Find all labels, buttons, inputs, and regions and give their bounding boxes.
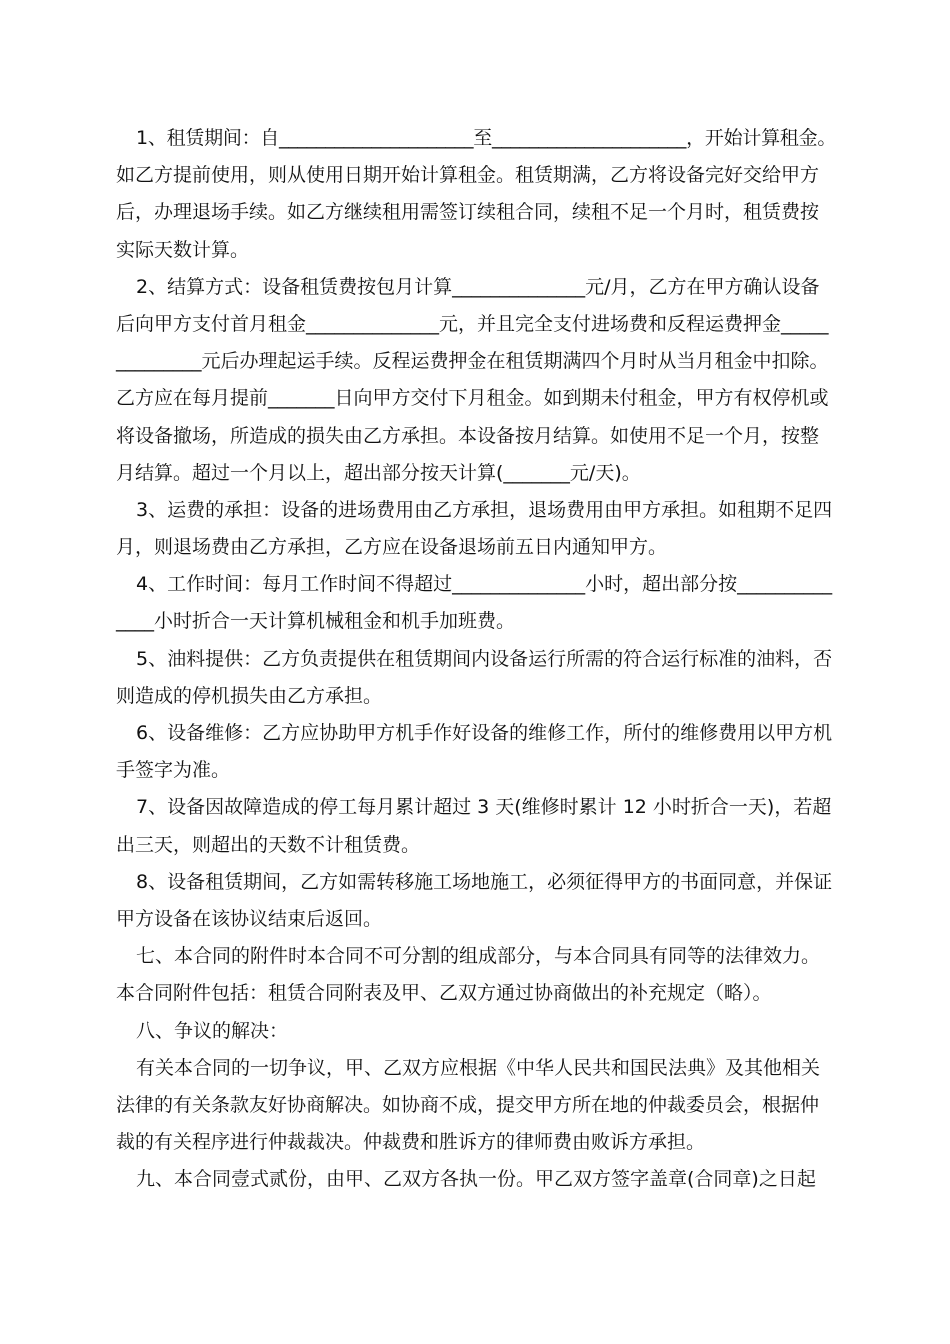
text-line: 8、设备租赁期间，乙方如需转移施工场地施工，必须征得甲方的书面同意，并保证: [136, 870, 833, 893]
text-line: 2、结算方式：设备租赁费按包月计算______________元/月，乙方在甲方确认设备: [136, 275, 820, 298]
text-line: 乙方应在每月提前_______日向甲方交付下月租金。如到期未付租金，甲方有权停机或: [116, 387, 829, 410]
text-line: 5、油料提供：乙方负责提供在租赁期间内设备运行所需的符合运行标准的油料，否: [136, 647, 833, 670]
text-line: 3、运费的承担：设备的进场费用由乙方承担，退场费用由甲方承担。如租期不足四: [136, 498, 833, 521]
text-line: 1、租赁期间：自_____________________至_____________________，开始计算租金。: [136, 127, 837, 149]
text-line: 6、设备维修：乙方应协助甲方机手作好设备的维修工作，所付的维修费用以甲方机: [136, 722, 833, 744]
text-line: 裁的有关程序进行仲裁裁决。仲裁费和胜诉方的律师费由败诉方承担。: [116, 1131, 706, 1154]
text-line: 将设备撤场，所造成的损失由乙方承担。本设备按月结算。如使用不足一个月，按整: [116, 424, 820, 447]
text-line: 后，办理退场手续。如乙方继续租用需签订续租合同，续租不足一个月时，租赁费按: [116, 201, 820, 224]
text-line: 七、本合同的附件时本合同不可分割的组成部分，与本合同具有同等的法律效力。: [136, 945, 821, 968]
text-line: 甲方设备在该协议结束后返回。: [116, 907, 383, 930]
text-line: 7、设备因故障造成的停工每月累计超过 3 天(维修时累计 12 小时折合一天)，若超: [136, 796, 832, 819]
text-line: 实际天数计算。: [116, 238, 250, 261]
text-line: 有关本合同的一切争议，甲、乙双方应根据《中华人民共和国民法典》及其他相关: [136, 1056, 821, 1079]
text-line: 月结算。超过一个月以上，超出部分按天计算(_______元/天)。: [116, 461, 641, 484]
text-line: 4、工作时间：每月工作时间不得超过______________小时，超出部分按__________: [136, 573, 833, 596]
text-line: 月，则退场费由乙方承担，乙方应在设备退场前五日内通知甲方。: [116, 536, 668, 559]
text-line: 本合同附件包括：租赁合同附表及甲、乙双方通过协商做出的补充规定（略）。: [116, 982, 772, 1005]
text-line: 后向甲方支付首月租金______________元，并且完全支付进场费和反程运费押金_____: [116, 312, 829, 335]
text-line: ____小时折合一天计算机械租金和机手加班费。: [116, 610, 516, 633]
text-line: 九、本合同壹式贰份，由甲、乙双方各执一份。甲乙双方签字盖章(合同章)之日起: [136, 1168, 816, 1191]
contract-body: [116, 120, 836, 1198]
text-line: 如乙方提前使用，则从使用日期开始计算租金。租赁期满，乙方将设备完好交给甲方: [116, 164, 820, 187]
text-line: 法律的有关条款友好协商解决。如协商不成，提交甲方所在地的仲裁委员会，根据仲: [116, 1093, 820, 1116]
text-line: 出三天，则超出的天数不计租赁费。: [116, 833, 421, 856]
text-line: _________元后办理起运手续。反程运费押金在租赁期满四个月时从当月租金中扣除。: [116, 350, 829, 373]
text-line: 则造成的停机损失由乙方承担。: [116, 684, 383, 707]
text-line: 八、争议的解决：: [136, 1019, 289, 1042]
text-line: 手签字为准。: [116, 759, 231, 782]
